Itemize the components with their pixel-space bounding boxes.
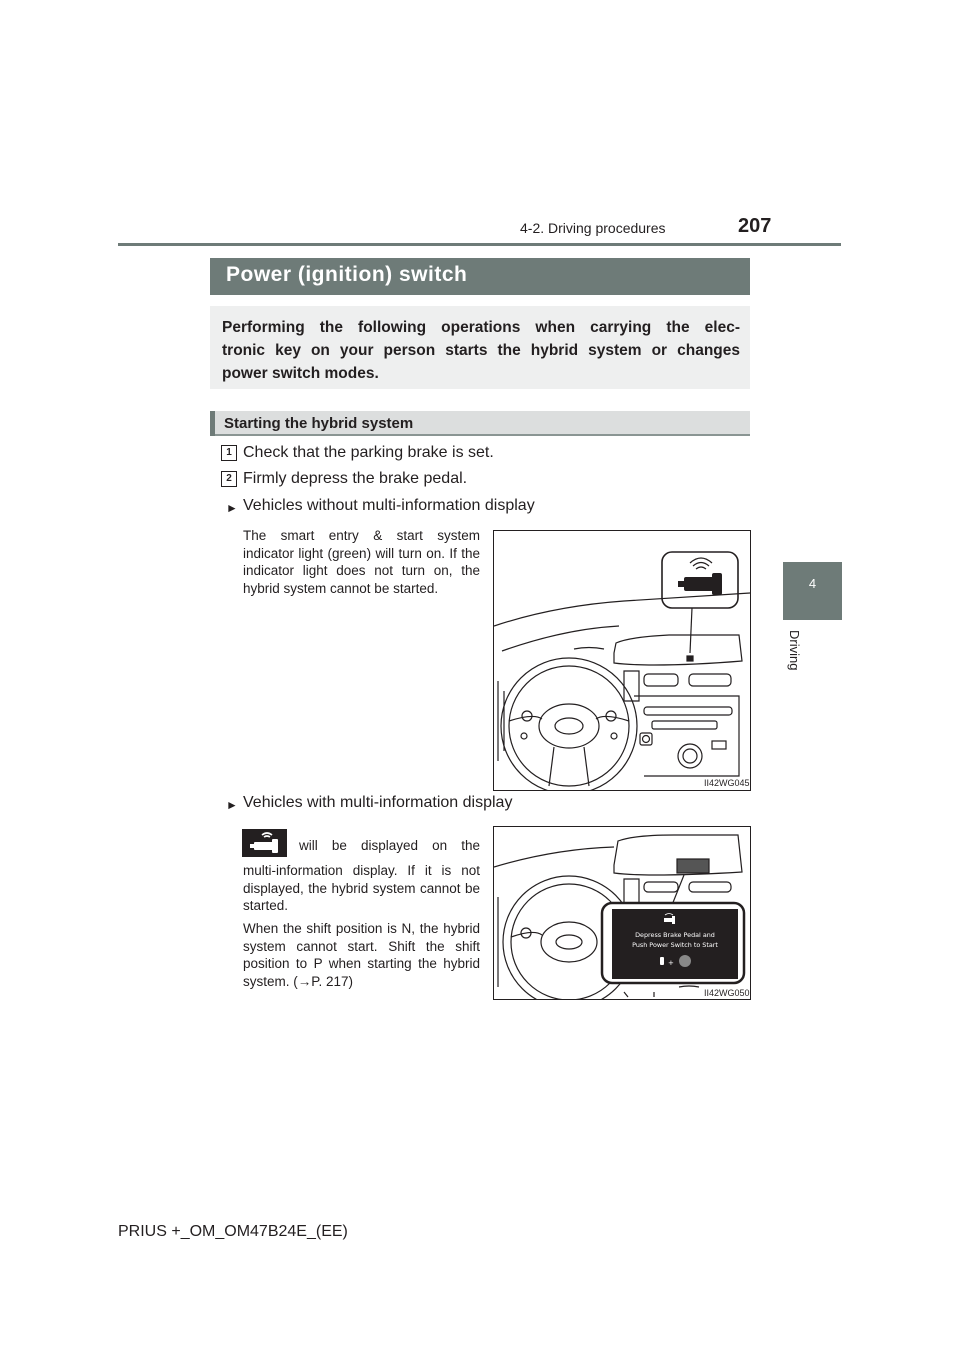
bullet-arrow-icon: ► xyxy=(226,501,238,515)
variant-2-heading: Vehicles with multi-information display xyxy=(243,794,513,811)
figure-2-id: II42WG050 xyxy=(704,988,750,998)
display-message-line-2: Push Power Switch to Start xyxy=(632,941,718,949)
brake-pedal-icon xyxy=(660,957,664,965)
variant-2-text: multi-information display. If it is not displayed, the hybrid system cannot be started. xyxy=(243,863,480,913)
dashboard-illustration xyxy=(494,531,750,790)
figure-dashboard-indicator xyxy=(493,530,751,791)
step-1-number: 1 xyxy=(221,445,237,461)
step-2-text: Firmly depress the brake pedal. xyxy=(243,470,468,487)
power-switch-icon xyxy=(679,955,691,967)
bullet-arrow-icon: ► xyxy=(226,798,238,812)
page-number: 207 xyxy=(738,215,772,237)
chapter-tab xyxy=(783,562,842,620)
smart-key-indicator-icon xyxy=(242,829,287,857)
step-2-number: 2 xyxy=(221,471,237,487)
display-message-line-1: Depress Brake Pedal and xyxy=(635,931,715,939)
section-breadcrumb: 4-2. Driving procedures xyxy=(520,220,666,236)
intro-text: Performing the following operations when carrying the elec- tronic key on your person starts the hybrid system or changes power switch modes. xyxy=(222,319,740,382)
subsection-accent xyxy=(210,411,215,436)
chapter-tab-label: Driving xyxy=(787,630,802,671)
figure-1-id: II42WG045 xyxy=(704,778,750,788)
header-divider xyxy=(118,243,841,246)
step-1-text: Check that the parking brake is set. xyxy=(243,444,494,461)
page-title: Power (ignition) switch xyxy=(226,263,468,286)
figure-multi-information-display xyxy=(493,826,751,1000)
variant-1-text: The smart entry & start system indicator light (green) will turn on. If the indicator light does not turn on, the hybrid system cannot be started. xyxy=(243,528,480,596)
chapter-tab-number: 4 xyxy=(808,576,817,591)
document-code: PRIUS +_OM_OM47B24E_(EE) xyxy=(118,1223,348,1240)
display-illustration xyxy=(494,827,750,999)
variant-2-text-2: When the shift position is N, the hybrid system cannot start. Shift the shift position to P when starting the hybrid system. (→P. 217) xyxy=(243,921,480,989)
plus-sign: + xyxy=(668,959,674,967)
variant-1-heading: Vehicles without multi-information display xyxy=(243,497,535,514)
variant-2-text-inline: will be displayed on the xyxy=(299,838,480,853)
subsection-title: Starting the hybrid system xyxy=(224,415,414,432)
